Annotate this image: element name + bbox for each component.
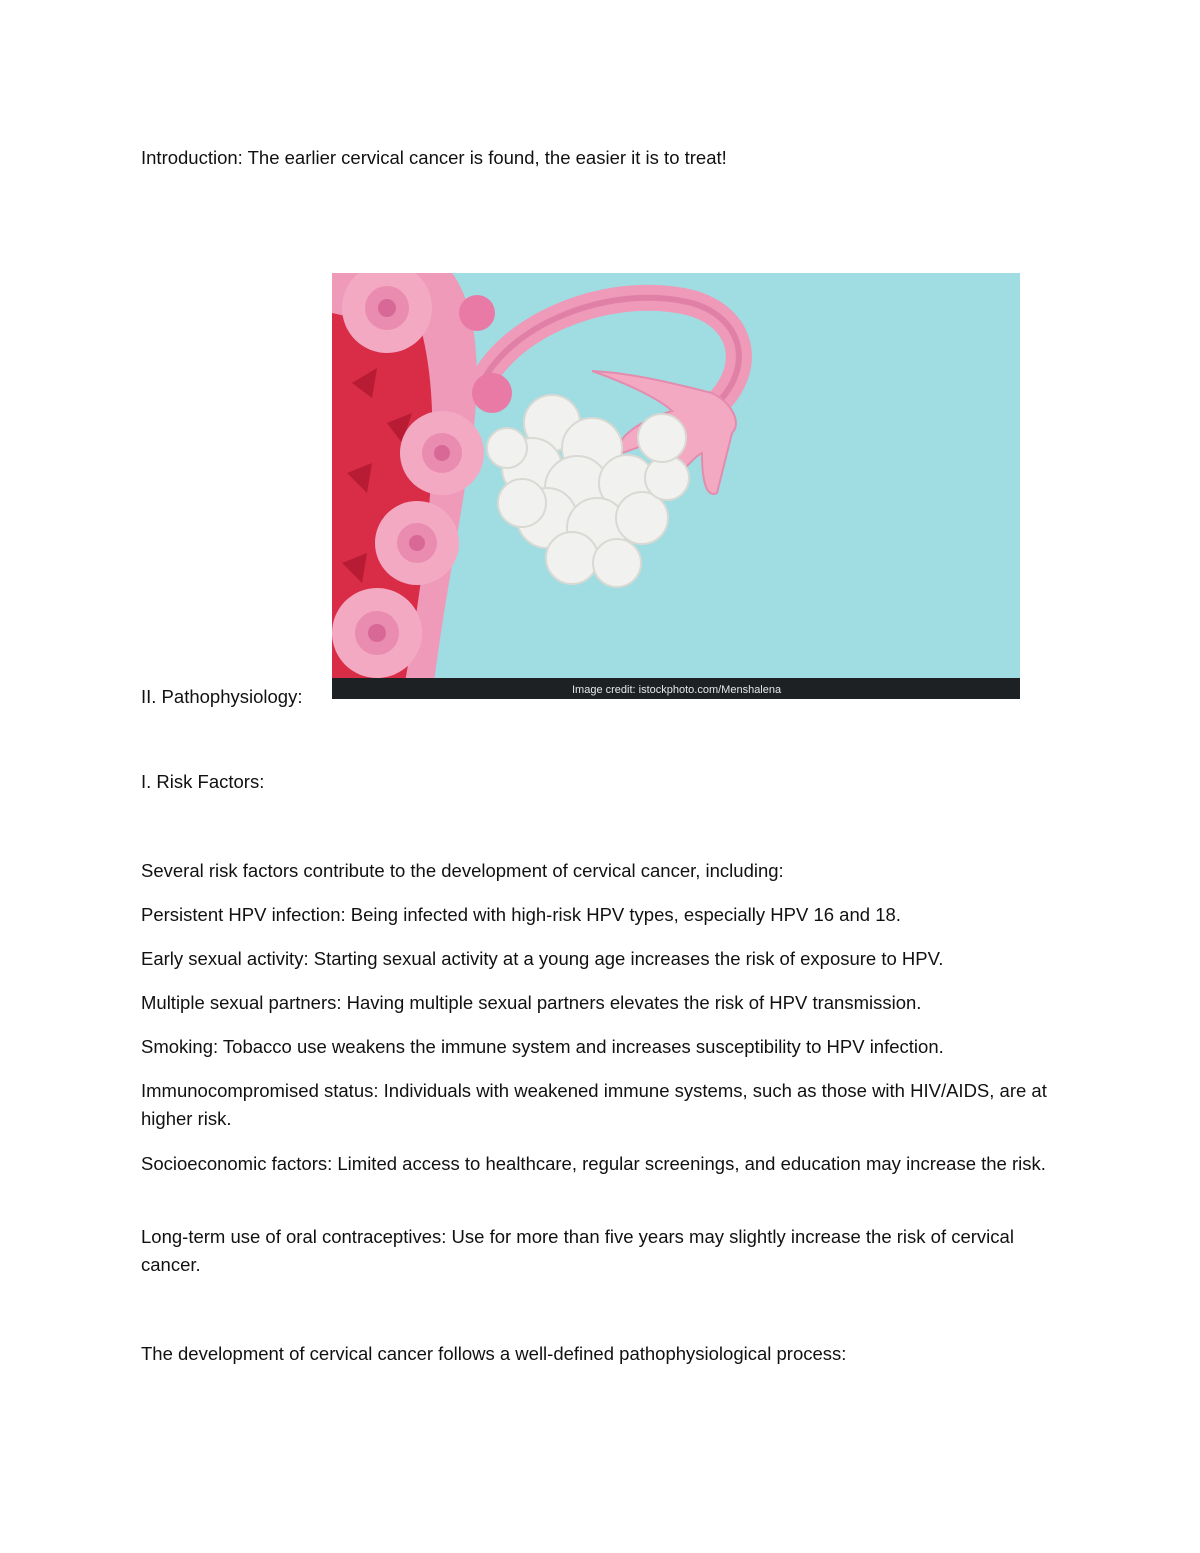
section-heading-risk-factors: I. Risk Factors: (141, 771, 265, 792)
risk-factor-item: Persistent HPV infection: Being infected with high-risk HPV types, especially HPV 16 and 18. (141, 904, 901, 925)
risk-factor-item: Early sexual activity: Starting sexual activity at a young age increases the risk of exposure to HPV. (141, 948, 944, 969)
intro-line: Introduction: The earlier cervical cancer is found, the easier it is to treat! (141, 147, 727, 168)
uterus-illustration-photo (332, 273, 1020, 699)
section-heading-pathophysiology: II. Pathophysiology: (141, 686, 303, 707)
risk-factor-item: Smoking: Tobacco use weakens the immune system and increases susceptibility to HPV infection. (141, 1036, 944, 1057)
paper-art-illustration (332, 273, 1020, 699)
risk-factor-item: Immunocompromised status: Individuals with weakened immune systems, such as those with HIV/AIDS, are at higher risk. (141, 1080, 1047, 1129)
risk-factor-item: Socioeconomic factors: Limited access to healthcare, regular screenings, and education may increase the risk. (141, 1153, 1046, 1174)
risk-factor-item: Long-term use of oral contraceptives: Use for more than five years may slightly increase the risk of cervical cancer. (141, 1226, 1014, 1275)
risk-intro: Several risk factors contribute to the development of cervical cancer, including: (141, 860, 784, 881)
image-credit: Image credit: istockphoto.com/Menshalena (572, 684, 782, 696)
risk-factor-item: Multiple sexual partners: Having multiple sexual partners elevates the risk of HPV transmission. (141, 992, 922, 1013)
closing-line: The development of cervical cancer follows a well-defined pathophysiological process: (141, 1343, 847, 1364)
